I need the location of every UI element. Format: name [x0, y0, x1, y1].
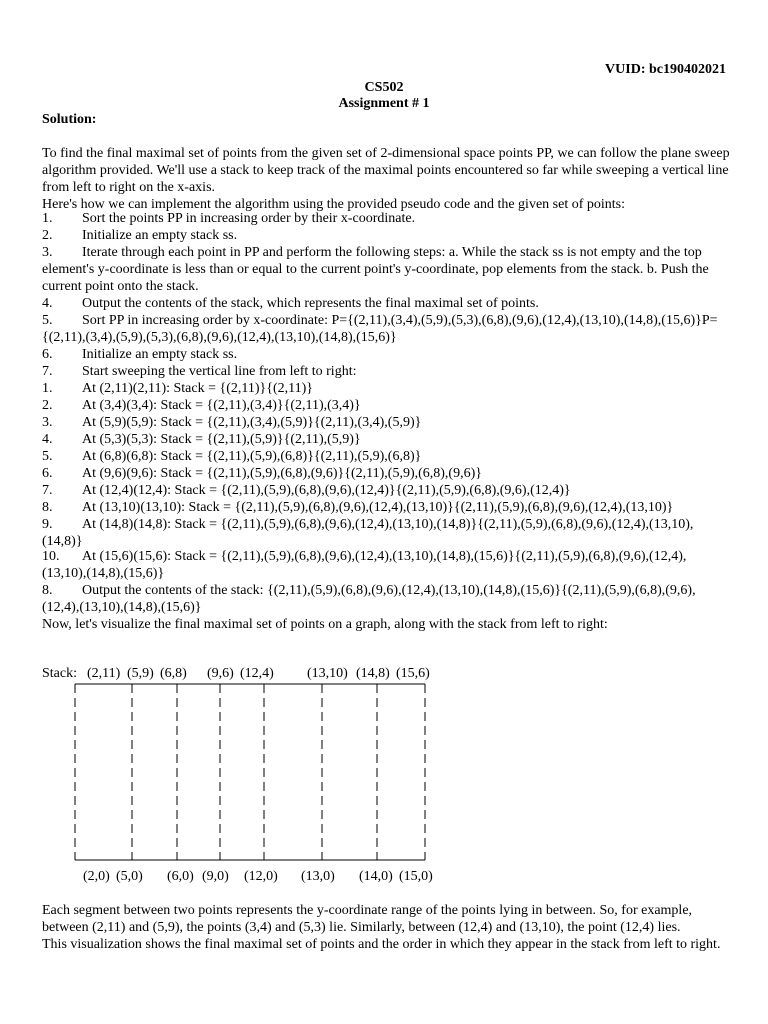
vuid-label: VUID: bc190402021	[605, 62, 726, 77]
stack-point-label: (13,10)	[307, 666, 348, 681]
sweep-step-text: At (5,3)(5,3): Stack = {(2,11),(5,9)}{(2,11),(5,9)}	[82, 432, 361, 447]
sweep-step-text: At (6,8)(6,8): Stack = {(2,11),(5,9),(6,8)}{(2,11),(5,9),(6,8)}	[82, 449, 422, 464]
stack-point-label: (15,6)	[396, 666, 430, 681]
stack-point-label: (9,6)	[207, 666, 234, 681]
sweep-step-number: 6.	[42, 466, 53, 481]
sweep-step	[42, 500, 730, 517]
stack-point-label: (14,8)	[356, 666, 390, 681]
sweep-step	[42, 466, 730, 483]
axis-point-label: (13,0)	[301, 869, 335, 884]
closing-paragraph: Each segment between two points represents the y-coordinate range of the points lying in between. So, for example, between (2,11) and (5,9), the points (3,4) and (5,3) lie. Similarly, between (12,4) and (13,10), the point (12,4) lies.	[42, 903, 693, 935]
sweep-step	[42, 415, 730, 432]
axis-point-label: (9,0)	[202, 869, 229, 884]
algorithm-step	[42, 364, 730, 381]
step-text: Initialize an empty stack ss.	[82, 347, 238, 362]
sweep-step-number: 9.	[42, 517, 53, 532]
sweep-step-text: At (15,6)(15,6): Stack = {(2,11),(5,9),(6,8),(9,6),(12,4),(13,10),(14,8),(15,6)}{(2,11),(5,9),(6,8),(9,6),(12,4),(13,10),(14,8),(15,6)}	[42, 549, 687, 581]
sweep-step	[42, 449, 730, 466]
axis-point-label: (6,0)	[167, 869, 194, 884]
step-number: 5.	[42, 313, 53, 328]
sweep-step	[42, 549, 730, 583]
sweep-step-number: 5.	[42, 449, 53, 464]
sweep-step-number: 1.	[42, 381, 53, 396]
step-text: Sort PP in increasing order by x-coordinate: P={(2,11),(3,4),(5,9),(5,3),(6,8),(9,6),(12,4),(13,10),(14,8),(15,6)}P={(2,11),(3,4),(5,9),(5,3),(6,8),(9,6),(12,4),(13,10),(14,8),(15,6)}	[42, 313, 718, 345]
step-number: 2.	[42, 228, 53, 243]
sweep-step-number: 3.	[42, 415, 53, 430]
stack-point-label: (12,4)	[240, 666, 274, 681]
closing-summary: This visualization shows the final maximal set of points and the order in which they appear in the stack from left to right.	[42, 937, 721, 952]
course-code: CS502	[364, 80, 404, 95]
algorithm-step	[42, 228, 730, 245]
sweep-step-text: At (9,6)(9,6): Stack = {(2,11),(5,9),(6,8),(9,6)}{(2,11),(5,9),(6,8),(9,6)}	[82, 466, 482, 481]
sweep-step	[42, 583, 730, 617]
step-number: 7.	[42, 364, 53, 379]
axis-point-label: (5,0)	[116, 869, 143, 884]
stack-point-label: (5,9)	[127, 666, 154, 681]
sweep-step-number: 10.	[42, 549, 60, 564]
step-number: 1.	[42, 211, 53, 226]
axis-point-label: (2,0)	[83, 869, 110, 884]
algorithm-step	[42, 245, 730, 296]
step-text: Initialize an empty stack ss.	[82, 228, 238, 243]
intro-paragraph: To find the final maximal set of points from the given set of 2-dimensional space points PP, we can follow the plane sweep algorithm provided. We'll use a stack to keep track of the maximal points encountered so far while sweeping a vertical line from left to right on the x-axis.	[42, 146, 730, 195]
sweep-step	[42, 432, 730, 449]
sweep-step	[42, 483, 730, 500]
sweep-step	[42, 517, 730, 551]
step-text: Iterate through each point in PP and perform the following steps: a. While the stack ss is not empty and the top element's y-coordinate is less than or equal to the current point's y-coordinate, pop elements from the stack. b. Push the current point onto the stack.	[42, 245, 709, 294]
step-number: 4.	[42, 296, 53, 311]
sweep-step-number: 4.	[42, 432, 53, 447]
implementation-intro: Here's how we can implement the algorithm using the provided pseudo code and the given set of points:	[42, 197, 625, 212]
sweep-step-text: At (12,4)(12,4): Stack = {(2,11),(5,9),(6,8),(9,6),(12,4)}{(2,11),(5,9),(6,8),(9,6),(12,4)}	[82, 483, 571, 498]
sweep-step-number: 8.	[42, 500, 53, 515]
axis-point-label: (15,0)	[399, 869, 433, 884]
algorithm-step	[42, 296, 730, 313]
axis-point-label: (14,0)	[359, 869, 393, 884]
sweep-step	[42, 398, 730, 415]
algorithm-step	[42, 347, 730, 364]
diagram-lines	[42, 664, 462, 864]
sweep-step-text: At (3,4)(3,4): Stack = {(2,11),(3,4)}{(2,11),(3,4)}	[82, 398, 361, 413]
stack-point-label: (6,8)	[160, 666, 187, 681]
visualize-intro: Now, let's visualize the final maximal set of points on a graph, along with the stack from left to right:	[42, 617, 608, 632]
sweep-step	[42, 381, 730, 398]
sweep-step-text: At (14,8)(14,8): Stack = {(2,11),(5,9),(6,8),(9,6),(12,4),(13,10),(14,8)}{(2,11),(5,9),(6,8),(9,6),(12,4),(13,10),(14,8)}	[42, 517, 694, 549]
sweep-step-number: 8.	[42, 583, 53, 598]
sweep-step-text: Output the contents of the stack: {(2,11),(5,9),(6,8),(9,6),(12,4),(13,10),(14,8),(15,6)}{(2,11),(5,9),(6,8),(9,6),(12,4),(13,10),(14,8),(15,6)}	[42, 583, 696, 615]
solution-heading: Solution:	[42, 112, 97, 127]
step-text: Start sweeping the vertical line from left to right:	[82, 364, 357, 379]
sweep-step-text: At (2,11)(2,11): Stack = {(2,11)}{(2,11)}	[82, 381, 313, 396]
stack-point-label: (2,11)	[87, 666, 121, 681]
axis-point-label: (12,0)	[244, 869, 278, 884]
sweep-step-text: At (5,9)(5,9): Stack = {(2,11),(3,4),(5,9)}{(2,11),(3,4),(5,9)}	[82, 415, 422, 430]
algorithm-step	[42, 211, 730, 228]
step-text: Sort the points PP in increasing order by their x-coordinate.	[82, 211, 416, 226]
step-text: Output the contents of the stack, which represents the final maximal set of points.	[82, 296, 539, 311]
assignment-title: Assignment # 1	[338, 96, 430, 111]
step-number: 6.	[42, 347, 53, 362]
sweep-step-number: 2.	[42, 398, 53, 413]
algorithm-step	[42, 313, 730, 347]
sweep-step-text: At (13,10)(13,10): Stack = {(2,11),(5,9),(6,8),(9,6),(12,4),(13,10)}{(2,11),(5,9),(6,8),(9,6),(12,4),(13,10)}	[82, 500, 674, 515]
step-number: 3.	[42, 245, 53, 260]
sweep-step-number: 7.	[42, 483, 53, 498]
stack-label: Stack:	[42, 666, 77, 681]
